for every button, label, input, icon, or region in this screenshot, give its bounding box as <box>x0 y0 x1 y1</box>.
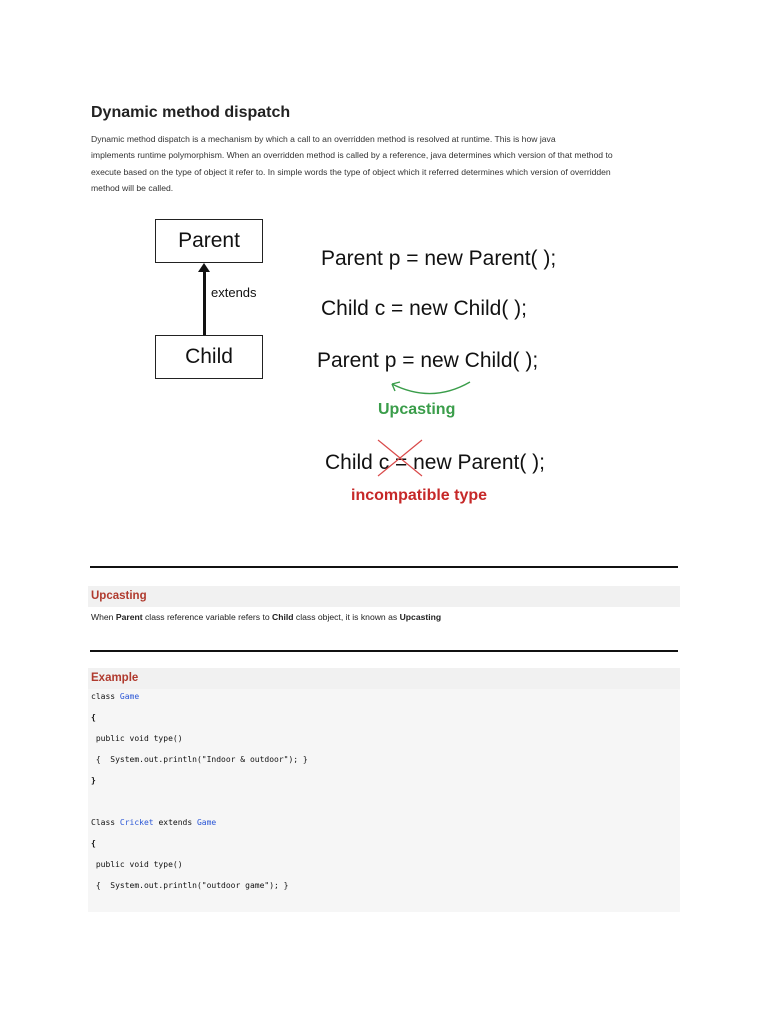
code-line <box>91 818 216 827</box>
code-line: { System.out.println("Indoor & outdoor"); } <box>91 755 308 764</box>
diagram-code-line: Child c = new Child( ); <box>321 297 527 320</box>
section-divider <box>90 650 678 652</box>
cross-out-mark <box>378 440 422 476</box>
diagram-code-line: Child c = new Parent( ); <box>325 451 546 474</box>
example-code-block <box>88 689 680 912</box>
desc-parent-term: Parent <box>115 612 143 622</box>
intro-line: Dynamic method dispatch is a mechanism by which a call to an overridden method is resolved at runtime. This is how java <box>91 134 556 144</box>
intro-line: execute based on the type of object it refer to. In simple words the type of object which it referred determines which version of overridden <box>91 166 611 177</box>
dispatch-diagram <box>150 214 600 514</box>
desc-child-term: Child <box>272 612 294 622</box>
code-token: Class <box>91 818 120 827</box>
code-token: class <box>91 692 120 701</box>
desc-text: class reference variable refers to <box>142 612 273 622</box>
code-line: { <box>91 713 96 722</box>
upcast-curve-arrow <box>392 382 470 394</box>
code-line: { <box>91 839 96 848</box>
section-divider <box>90 566 678 568</box>
upcasting-description <box>91 612 441 622</box>
desc-text: class object, it is known as <box>293 612 400 622</box>
child-class-box: Child <box>155 335 263 379</box>
page-title: Dynamic method dispatch <box>91 104 291 121</box>
diagram-code-line: Parent p = new Parent( ); <box>321 247 557 270</box>
code-line: public void type() <box>91 734 183 743</box>
intro-line: implements runtime polymorphism. When an overridden method is called by a reference, java determines which version of that method to <box>91 150 613 161</box>
extends-label: extends <box>211 285 257 300</box>
intro-line: method will be called. <box>91 183 174 194</box>
code-line: { System.out.println("outdoor game"); } <box>91 881 289 890</box>
upcasting-label: Upcasting <box>378 401 456 418</box>
code-line: } <box>91 776 96 785</box>
code-token: extends <box>153 818 197 827</box>
code-line: public void type() <box>91 860 183 869</box>
example-heading: Example <box>88 668 680 689</box>
intro-paragraph <box>91 131 681 197</box>
desc-text: When <box>91 612 116 622</box>
incompatible-type-label: incompatible type <box>351 487 488 504</box>
upcasting-heading: Upcasting <box>88 586 680 607</box>
desc-upcasting-term: Upcasting <box>399 612 442 622</box>
parent-class-box: Parent <box>155 219 263 263</box>
code-token: Game <box>119 692 140 701</box>
code-line <box>91 692 139 701</box>
diagram-annotations <box>150 214 600 514</box>
code-token: Game <box>196 818 217 827</box>
diagram-code-line: Parent p = new Child( ); <box>317 349 539 372</box>
code-token: Cricket <box>119 818 154 827</box>
